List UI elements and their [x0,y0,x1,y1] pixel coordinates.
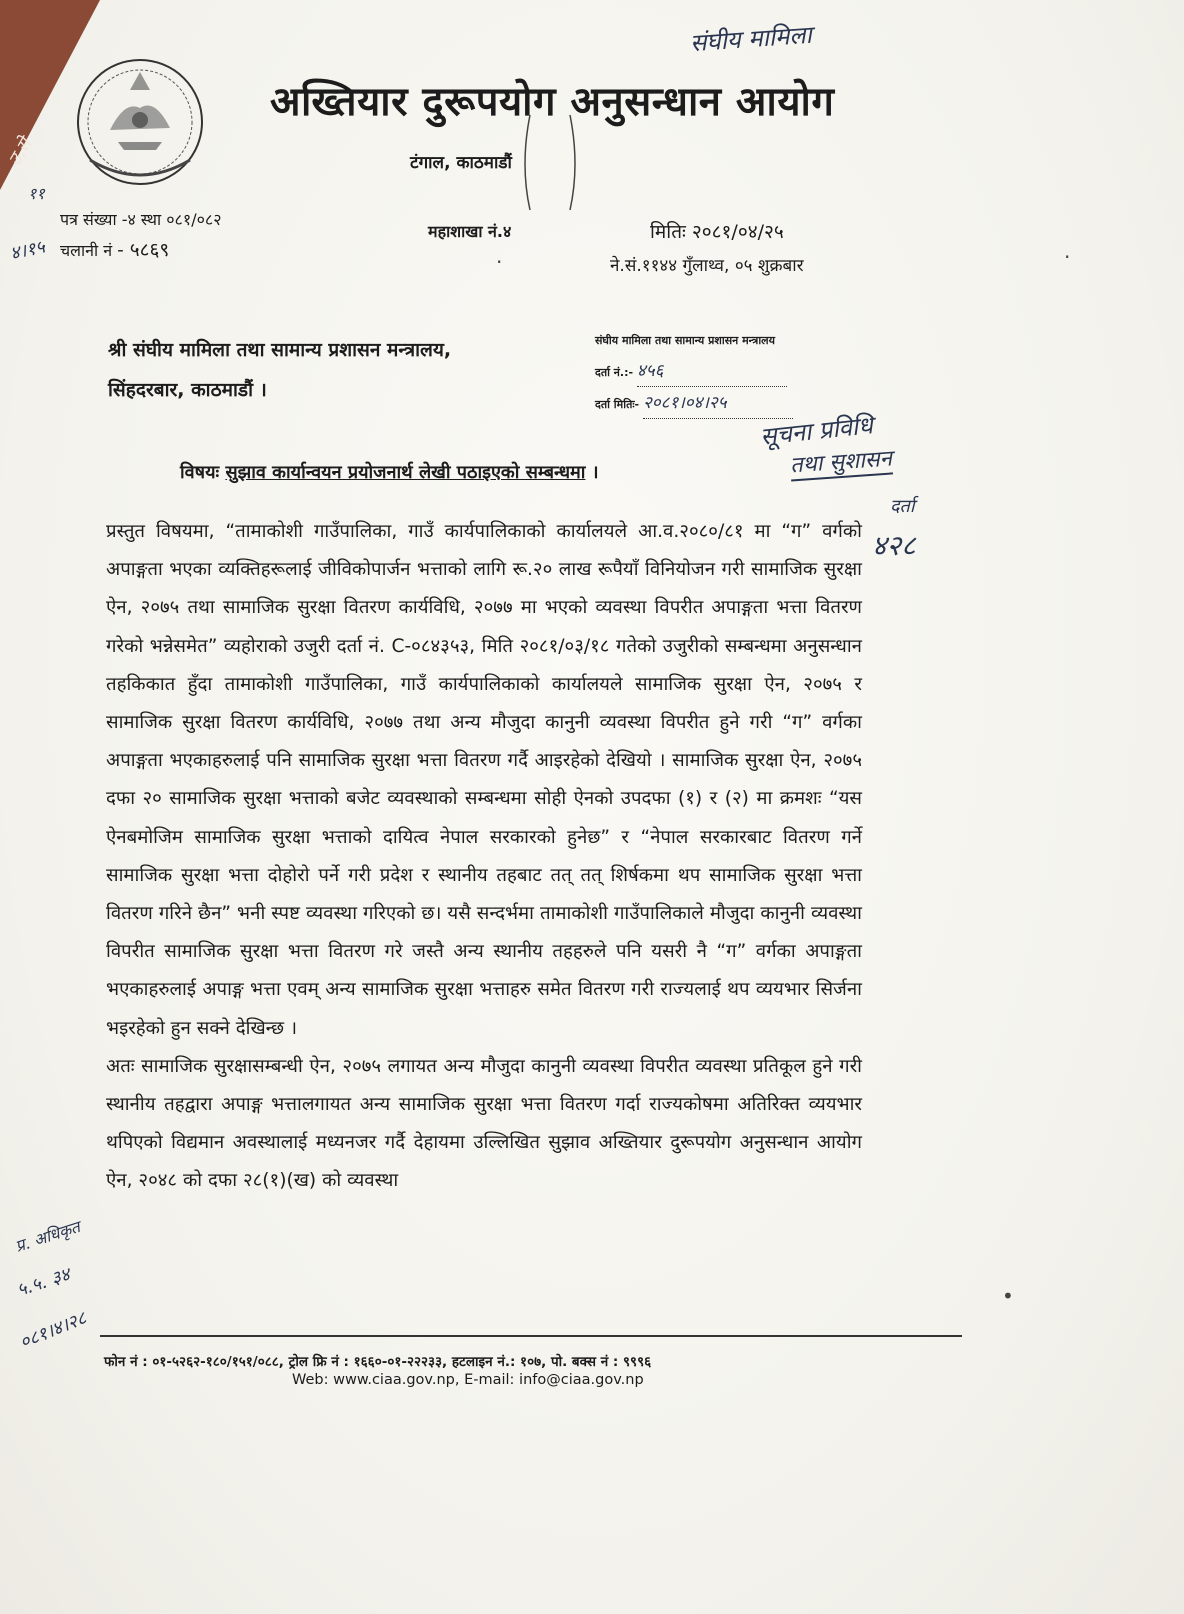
handwritten-side-1: उ.से [4,134,37,170]
subject-label: विषयः [180,462,220,483]
small-round-stamp [520,110,580,220]
date-nepal-sambat: ने.सं.११४४ गुँलाथ्व, ०५ शुक्रबार [610,256,804,276]
handwritten-bottom-2: ५.५. ३४ [14,1264,73,1301]
body-paragraph-2: अतः सामाजिक सुरक्षासम्बन्धी ऐन, २०७५ लगायत अन्य मौजुदा कानुनी व्यवस्था विपरीत व्यवस्था प्रतिकूल हुने गरी स्थानीय तहद्वारा अपाङ्ग भत्तालगायत अन्य सामाजिक सुरक्षा भत्ता वितरण गर्दा राज्यकोषमा अतिरिक्त व्ययभार थपिएको विद्यमान अवस्थालाई मध्यनजर गर्दै देहायमा उल्लिखित सुझाव अख्तियार दुरूपयोग अनुसन्धान आयोग ऐन, २०४८ को दफा २८(१)(ख) को व्यवस्था [106,1055,862,1192]
registration-office: संघीय मामिला तथा सामान्य प्रशासन मन्त्रालय [595,334,775,347]
darta-miti-value: २०८१।०४।२५ [643,388,793,419]
footer-divider [100,1335,962,1337]
handwritten-darta-label: दर्ता [890,496,915,517]
speck: • [1002,1284,1014,1308]
darta-no-label: दर्ता नं.:- [595,366,634,379]
body-paragraph-1: प्रस्तुत विषयमा, “तामाकोशी गाउँपालिका, गाउँ कार्यपालिकाको कार्यालयले आ.व.२०८०/८१ मा “ग” वर्गको अपाङ्गता भएका व्यक्तिहरूलाई जीविकोपार्जन भत्ताको लागि रू.२० लाख रूपैयाँ विनियोजन गरी सामाजिक सुरक्षा ऐन, २०७५ तथा सामाजिक सुरक्षा वितरण कार्यविधि, २०७७ मा भएको व्यवस्था विपरीत अपाङ्गता भत्ता वितरण गरेको भन्नेसमेत” व्यहोराको उजुरी दर्ता नं. C-०८४३५३, मिति २०८१/०३/१८ गतेको उजुरीको सम्बन्धमा अनुसन्धान तहकिकात हुँदा तामाकोशी गाउँपालिका, गाउँ कार्यपालिकाको कार्यालयले सामाजिक सुरक्षा ऐन, २०७५ र सामाजिक सुरक्षा वितरण कार्यविधि, २०७७ तथा अन्य मौजुदा कानुनी व्यवस्था विपरीत हुने गरी “ग” वर्गका अपाङ्गता भएकाहरुलाई पनि सामाजिक सुरक्षा भत्ता वितरण गर्दै आइरहेको देखियो । सामाजिक सुरक्षा ऐन, २०७५ दफा २० सामाजिक सुरक्षा भत्ताको बजेट व्यवस्थाको सम्बन्धमा सोही ऐनको उपदफा (१) र (२) मा क्रमशः “यस ऐनबमोजिम सामाजिक सुरक्षा भत्ताको दायित्व नेपाल सरकारको हुनेछ” र “नेपाल सरकारबाट वितरण गर्ने सामाजिक सुरक्षा भत्ता दोहोरो पर्ने गरी प्रदेश र स्थानीय तहबाट तत् तत् शिर्षकमा थप सामाजिक सुरक्षा भत्ता वितरण गरिने छैन” भनी स्पष्ट व्यवस्था गरिएको छ। यसै सन्दर्भमा तामाकोशी गाउँपालिकाले मौजुदा कानुनी व्यवस्था विपरीत सामाजिक सुरक्षा भत्ता वितरण गरे जस्तै अन्य स्थानीय तहहरुले पनि यसरी नै “ग” वर्गका अपाङ्गता भएकाहरुलाई अपाङ्ग भत्ता एवम् अन्य सामाजिक सुरक्षा भत्ताहरु समेत वितरण गरी राज्यलाई थप व्ययभार सिर्जना भइरहेको हुन सक्ने देखिन्छ । [106,521,862,1039]
darta-no-value: ४५६ [637,356,787,387]
recipient-line-1: श्री संघीय मामिला तथा सामान्य प्रशासन मन्त्रालय, [108,339,452,361]
patra-sankhya: पत्र संख्या -४ स्था ०८१/०८२ [60,210,222,229]
handwritten-routing-2: तथा सुशासन [789,442,893,481]
subject-end: । [591,462,599,483]
darta-miti-label: दर्ता मितिः- [595,398,640,411]
handwritten-routing-1: सूचना प्रविधि [758,411,875,451]
registration-stamp [595,326,793,420]
recipient-line-2: सिंहदरबार, काठमाडौं । [108,379,267,401]
recipient-address [108,330,451,410]
footer-web: Web: www.ciaa.gov.np, E-mail: info@ciaa.gov.np [292,1372,644,1388]
speck: · [1064,245,1071,269]
chalani-number: - ५८६९ [117,239,170,261]
speck: · [496,250,503,274]
office-location: टंगाल, काठमाडौं [410,153,512,173]
reference-block [60,205,222,266]
date-miti: मितिः २०८१/०४/२५ [650,221,784,243]
emblem-icon [70,50,210,190]
subject-line [180,460,599,484]
footer-contact: फोन नं : ०१-५२६२-१८०/१५१/०८८, ट्रोल फ्रि नं : १६६०-०१-२२२३३, हटलाइन नं.: १०७, पो. बक्स नं : ९९९६ [104,1354,652,1370]
handwritten-bottom-3: ०८१।४।२८ [16,1307,90,1354]
letterhead-title: अख्तियार दुरूपयोग अनुसन्धान आयोग [270,79,835,125]
chalani-label: चलानी नं [60,241,113,260]
branch-number: महाशाखा नं.४ [428,222,512,241]
stamp-icon [520,110,580,220]
handwritten-side-3: ४।१५ [8,236,47,265]
handwritten-side-2: ११ [28,184,45,203]
handwritten-darta-number: ४२८ [872,529,916,562]
date-block [610,215,804,283]
letter-body [106,513,862,1201]
handwritten-top-right: संघीय मामिला [689,20,813,58]
handwritten-bottom-1: प्र. अधिकृत [12,1217,83,1256]
subject-text: सुझाव कार्यान्वयन प्रयोजनार्थ लेखी पठाइएको सम्बन्धमा [225,462,586,483]
nepal-emblem-seal [70,50,210,190]
